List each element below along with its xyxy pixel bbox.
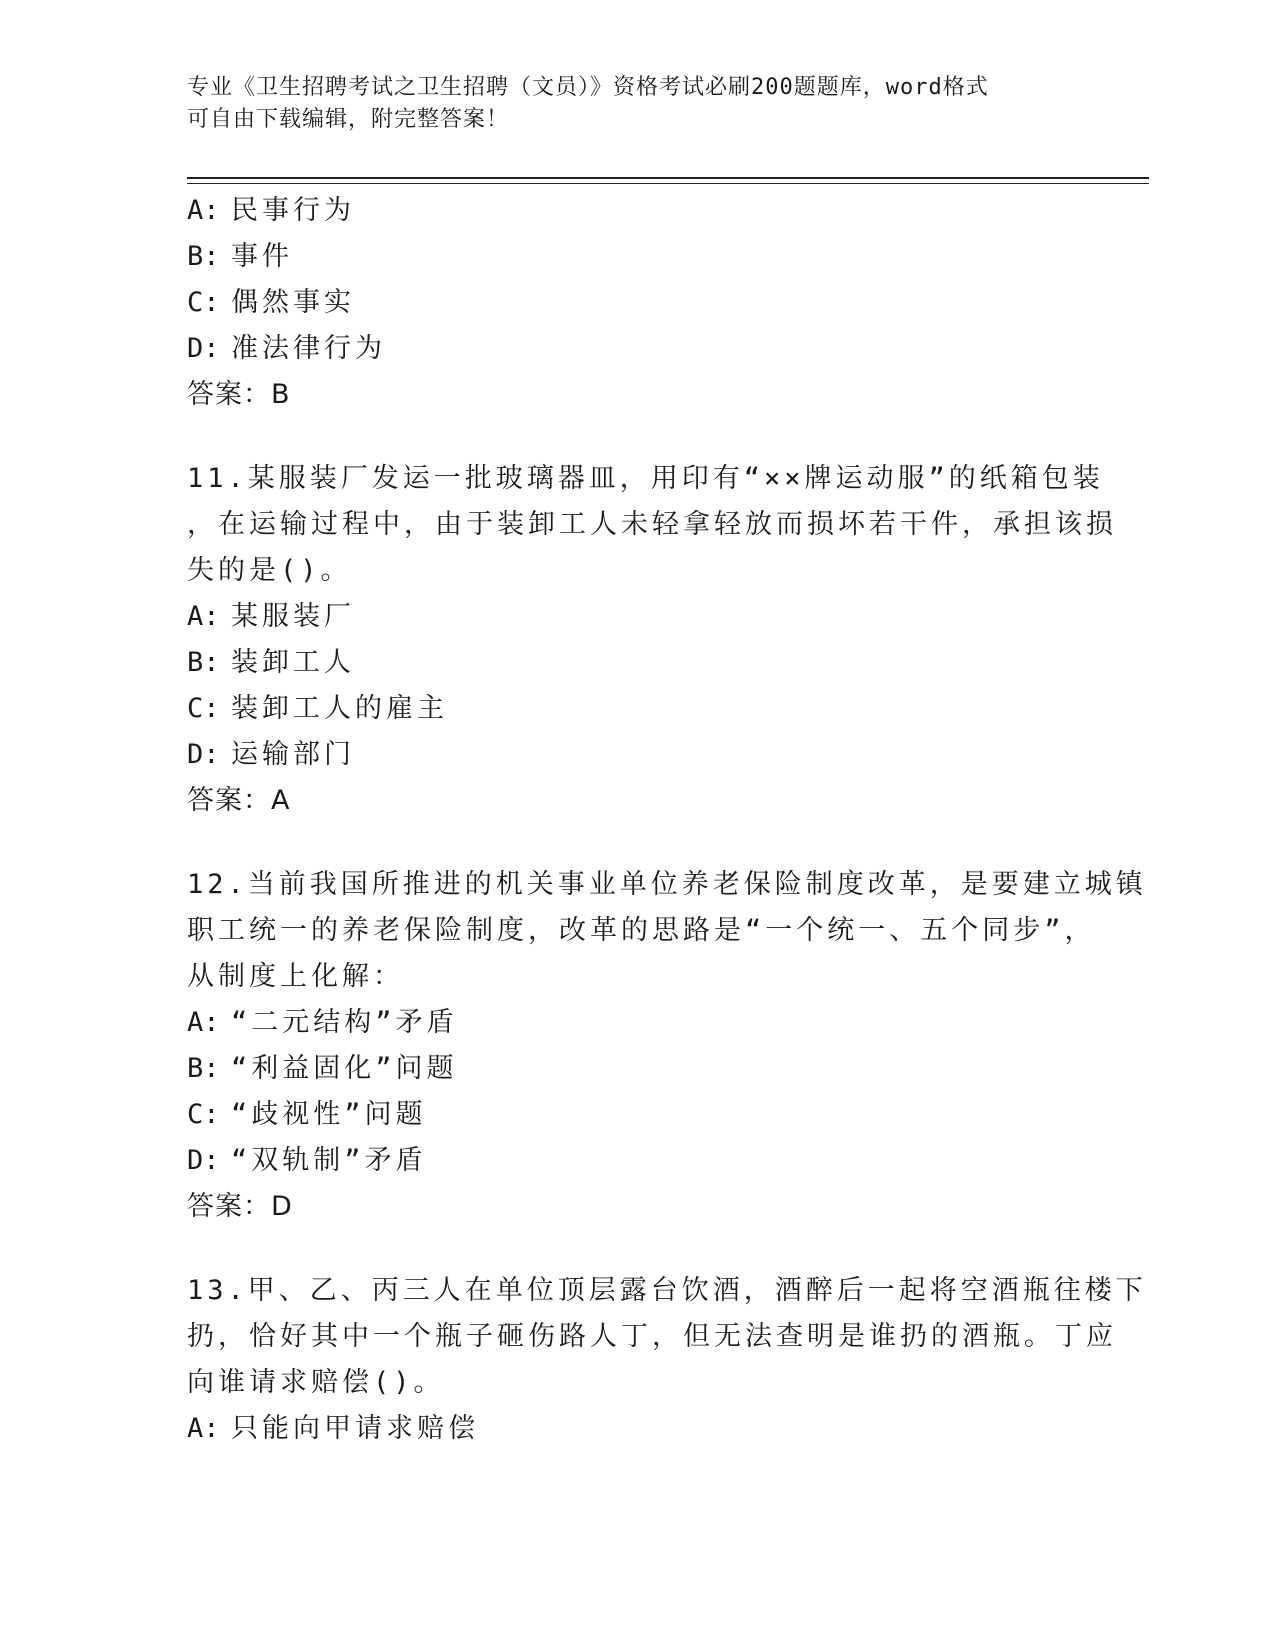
option-letter: C: [187, 287, 220, 318]
question-12 [187, 862, 1147, 1230]
question-text-line: ，在运输过程中，由于装卸工人未轻拿轻放而损坏若干件，承担该损 [187, 509, 1117, 540]
option-text: “双轨制”矛盾 [231, 1145, 427, 1176]
option-text: 事件 [231, 241, 293, 272]
question-text-line: 13.甲、乙、丙三人在单位顶层露台饮酒，酒醉后一起将空酒瓶往楼下 [187, 1275, 1147, 1306]
document-body [187, 188, 1147, 1452]
option-letter: B: [187, 241, 220, 272]
option-text: 装卸工人 [231, 647, 355, 678]
option-c [187, 280, 1087, 326]
option-a [187, 1000, 1087, 1046]
header-rule-thick [187, 177, 1149, 179]
question-10 [187, 188, 1087, 418]
option-text: 民事行为 [231, 195, 355, 226]
option-c [187, 1092, 1087, 1138]
question-text-line: 扔，恰好其中一个瓶子砸伤路人丁，但无法查明是谁扔的酒瓶。丁应 [187, 1321, 1117, 1352]
option-letter: B: [187, 647, 220, 678]
option-text: 运输部门 [231, 739, 355, 770]
option-text: 只能向甲请求赔偿 [231, 1413, 479, 1444]
option-letter: A: [187, 195, 220, 226]
option-d [187, 1138, 1087, 1184]
option-b [187, 1046, 1087, 1092]
option-letter: C: [187, 1099, 220, 1130]
option-letter: C: [187, 693, 220, 724]
option-a [187, 1406, 1087, 1452]
option-text: 准法律行为 [231, 333, 386, 364]
question-text-line: 12.当前我国所推进的机关事业单位养老保险制度改革，是要建立城镇 [187, 869, 1147, 900]
option-letter: B: [187, 1053, 220, 1084]
option-letter: A: [187, 601, 220, 632]
question-text-line: 向谁请求赔偿()。 [187, 1367, 445, 1398]
option-letter: D: [187, 1145, 220, 1176]
option-text: “歧视性”问题 [231, 1099, 427, 1130]
answer-line: 答案：A [187, 785, 291, 816]
answer-line: 答案：D [187, 1191, 293, 1222]
option-b [187, 234, 1087, 280]
question-13 [187, 1268, 1147, 1452]
option-letter: D: [187, 333, 220, 364]
option-text: 装卸工人的雇主 [231, 693, 448, 724]
option-text: “二元结构”矛盾 [231, 1007, 458, 1038]
option-d [187, 326, 1087, 372]
option-c [187, 686, 1087, 732]
question-text-line: 失的是()。 [187, 555, 352, 586]
option-text: 偶然事实 [231, 287, 355, 318]
option-text: “利益固化”问题 [231, 1053, 458, 1084]
option-b [187, 640, 1087, 686]
question-11 [187, 456, 1117, 824]
question-text-line: 11.某服装厂发运一批玻璃器皿，用印有“××牌运动服”的纸箱包装 [187, 463, 1104, 494]
header-line-2: 可自由下载编辑，附完整答案！ [187, 107, 510, 132]
document-header [187, 72, 1067, 136]
header-line-1: 专业《卫生招聘考试之卫生招聘（文员）》资格考试必刷200题题库，word格式 [187, 75, 989, 100]
answer-line: 答案：B [187, 379, 291, 410]
option-letter: A: [187, 1413, 220, 1444]
option-d [187, 732, 1087, 778]
option-text: 某服装厂 [231, 601, 355, 632]
question-text-line: 职工统一的养老保险制度，改革的思路是“一个统一、五个同步”， [187, 915, 1096, 946]
question-text-line: 从制度上化解： [187, 961, 404, 992]
option-letter: A: [187, 1007, 220, 1038]
option-a [187, 594, 1087, 640]
header-rule-thin [187, 183, 1149, 184]
option-a [187, 188, 1087, 234]
option-letter: D: [187, 739, 220, 770]
